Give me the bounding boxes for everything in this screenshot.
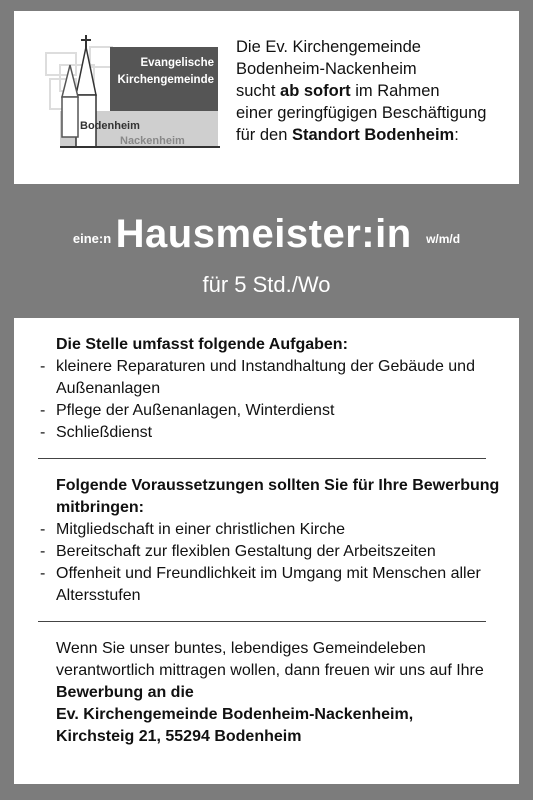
list-item: - kleinere Reparaturen und Instandhaltung der Gebäude und Außenanlagen bbox=[38, 356, 508, 400]
intro-l3a: sucht bbox=[236, 82, 281, 100]
divider bbox=[38, 458, 486, 459]
tasks-title: Die Stelle umfasst folgende Aufgaben: bbox=[56, 336, 348, 353]
intro-l5c: : bbox=[454, 126, 459, 144]
headline-suffix: w/m/d bbox=[426, 232, 461, 246]
headline-prefix: eine:n bbox=[72, 231, 112, 246]
logo-line1: Evangelische bbox=[140, 57, 214, 69]
intro-l3b: ab sofort bbox=[280, 82, 351, 100]
logo-title bbox=[114, 55, 214, 89]
list-item: - Mitgliedschaft in einer christlichen Kirche bbox=[38, 519, 508, 541]
divider bbox=[38, 621, 486, 622]
intro-text bbox=[236, 36, 516, 146]
church-logo bbox=[40, 35, 220, 153]
header-panel bbox=[14, 11, 519, 184]
logo-place-nackenheim: Nackenheim bbox=[120, 135, 185, 147]
headline-hours: für 5 Std./Wo bbox=[202, 272, 331, 297]
intro-l5a: für den bbox=[236, 126, 292, 144]
intro-line-2: Bodenheim-Nackenheim bbox=[236, 60, 417, 78]
list-item: - Offenheit und Freundlichkeit im Umgang mit Menschen aller Altersstufen bbox=[38, 563, 508, 607]
address-line-1: Ev. Kirchengemeinde Bodenheim-Nackenheim, bbox=[56, 706, 414, 723]
details-panel bbox=[14, 318, 519, 784]
details-content bbox=[38, 334, 508, 748]
job-headline bbox=[0, 212, 533, 257]
requirements-list bbox=[38, 519, 508, 607]
list-item: - Pflege der Außenanlagen, Winterdienst bbox=[38, 400, 508, 422]
headline-title: Hausmeister:in bbox=[115, 212, 412, 256]
closing-body: Wenn Sie unser buntes, lebendiges Gemeindeleben verantwortlich mittragen wollen, dann freuen wir uns auf Ihre bbox=[56, 640, 484, 679]
intro-line-4: einer geringfügigen Beschäftigung bbox=[236, 104, 487, 122]
closing-bold: Bewerbung an die bbox=[56, 684, 194, 701]
requirements-title: Folgende Voraussetzungen sollten Sie für Ihre Bewerbung mitbringen: bbox=[56, 477, 500, 516]
logo-line2: Kirchengemeinde bbox=[117, 74, 214, 86]
intro-l5b: Standort Bodenheim bbox=[291, 126, 455, 144]
tasks-list bbox=[38, 356, 508, 444]
list-item: - Bereitschaft zur flexiblen Gestaltung der Arbeitszeiten bbox=[38, 541, 508, 563]
address-line-2: Kirchsteig 21, 55294 Bodenheim bbox=[56, 728, 302, 745]
logo-place-bodenheim: Bodenheim bbox=[80, 120, 140, 132]
intro-line-3 bbox=[236, 80, 516, 102]
intro-l3c: im Rahmen bbox=[350, 82, 440, 100]
list-item: - Schließdienst bbox=[38, 422, 508, 444]
intro-line-1: Die Ev. Kirchengemeinde bbox=[236, 38, 421, 56]
closing-text bbox=[56, 638, 508, 748]
intro-line-5 bbox=[236, 124, 516, 146]
